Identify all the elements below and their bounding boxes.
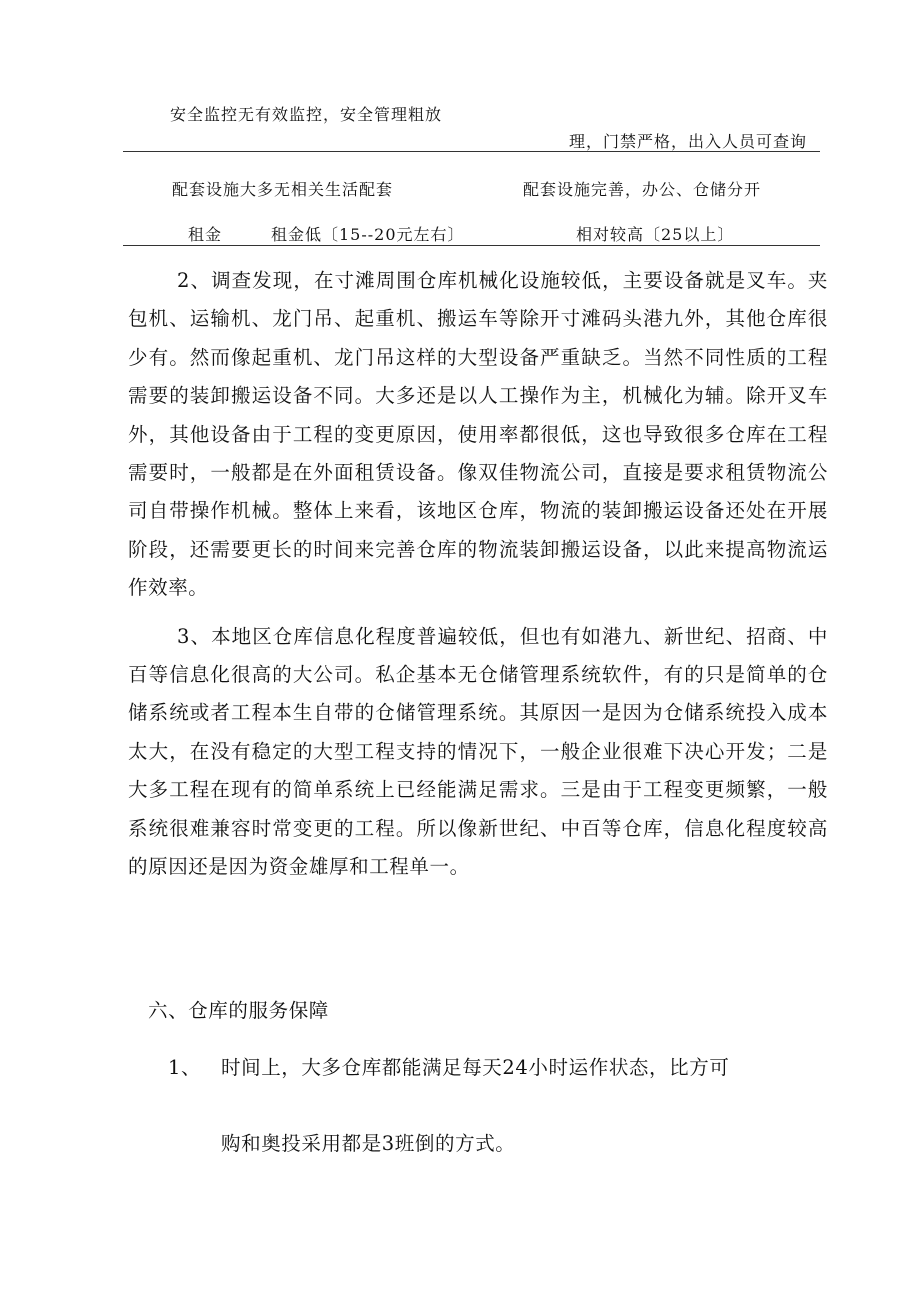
table-rule — [123, 151, 820, 152]
table-cell-security-right: 理，门禁严格，出入人员可查询 — [569, 132, 808, 151]
body-paragraphs — [128, 262, 828, 887]
section-heading: 六、仓库的服务保障 — [148, 999, 329, 1022]
list-item-text: 时间上，大多仓库都能满足每天24小时运作状态，比方可 — [221, 1056, 730, 1079]
table-cell-rent-right: 相对较高〔25以上〕 — [576, 225, 735, 244]
table-cell-security-left: 安全监控无有效监控，安全管理粗放 — [170, 105, 443, 124]
paragraph-2: 2、调查发现，在寸滩周围仓库机械化设施较低，主要设备就是叉车。夹包机、运输机、龙门吊、起重机、搬运车等除开寸滩码头港九外，其他仓库很少有。然而像起重机、龙门吊这样的大型设备严重缺乏。当然不同性质的工程需要的装卸搬运设备不同。大多还是以人工操作为主，机械化为辅。除开叉车外，其他设备由于工程的变更原因，使用率都很低，这也导致很多仓库在工程需要时，一般都是在外面租赁设备。像双佳物流公司，直接是要求租赁物流公司自带操作机械。整体上来看，该地区仓库，物流的装卸搬运设备还处在开展阶段，还需要更长的时间来完善仓库的物流装卸搬运设备，以此来提高物流运作效率。 — [128, 269, 828, 600]
paragraph-3: 3、本地区仓库信息化程度普遍较低，但也有如港九、新世纪、招商、中百等信息化很高的大公司。私企基本无仓储管理系统软件，有的只是简单的仓储系统或者工程本生自带的仓储管理系统。其原因一是因为仓储系统投入成本太大，在没有稳定的大型工程支持的情况下，一般企业很难下决心开发；二是大多工程在现有的简单系统上已经能满足需求。三是由于工程变更频繁，一般系统很难兼容时常变更的工程。所以像新世纪、中百等仓库，信息化程度较高的原因还是因为资金雄厚和工程单一。 — [128, 624, 828, 879]
list-item-text-continued: 购和奥投采用都是3班倒的方式。 — [221, 1132, 516, 1155]
table-cell-rent-left: 租金低〔15--20元左右〕 — [271, 225, 465, 244]
list-item-number: 1、 — [168, 1056, 202, 1079]
table-cell-rent-label: 租金 — [188, 225, 223, 244]
table-cell-facilities-left: 配套设施大多无相关生活配套 — [172, 180, 394, 199]
table-rule — [123, 245, 820, 246]
table-cell-facilities-right: 配套设施完善，办公、仓储分开 — [523, 180, 762, 199]
